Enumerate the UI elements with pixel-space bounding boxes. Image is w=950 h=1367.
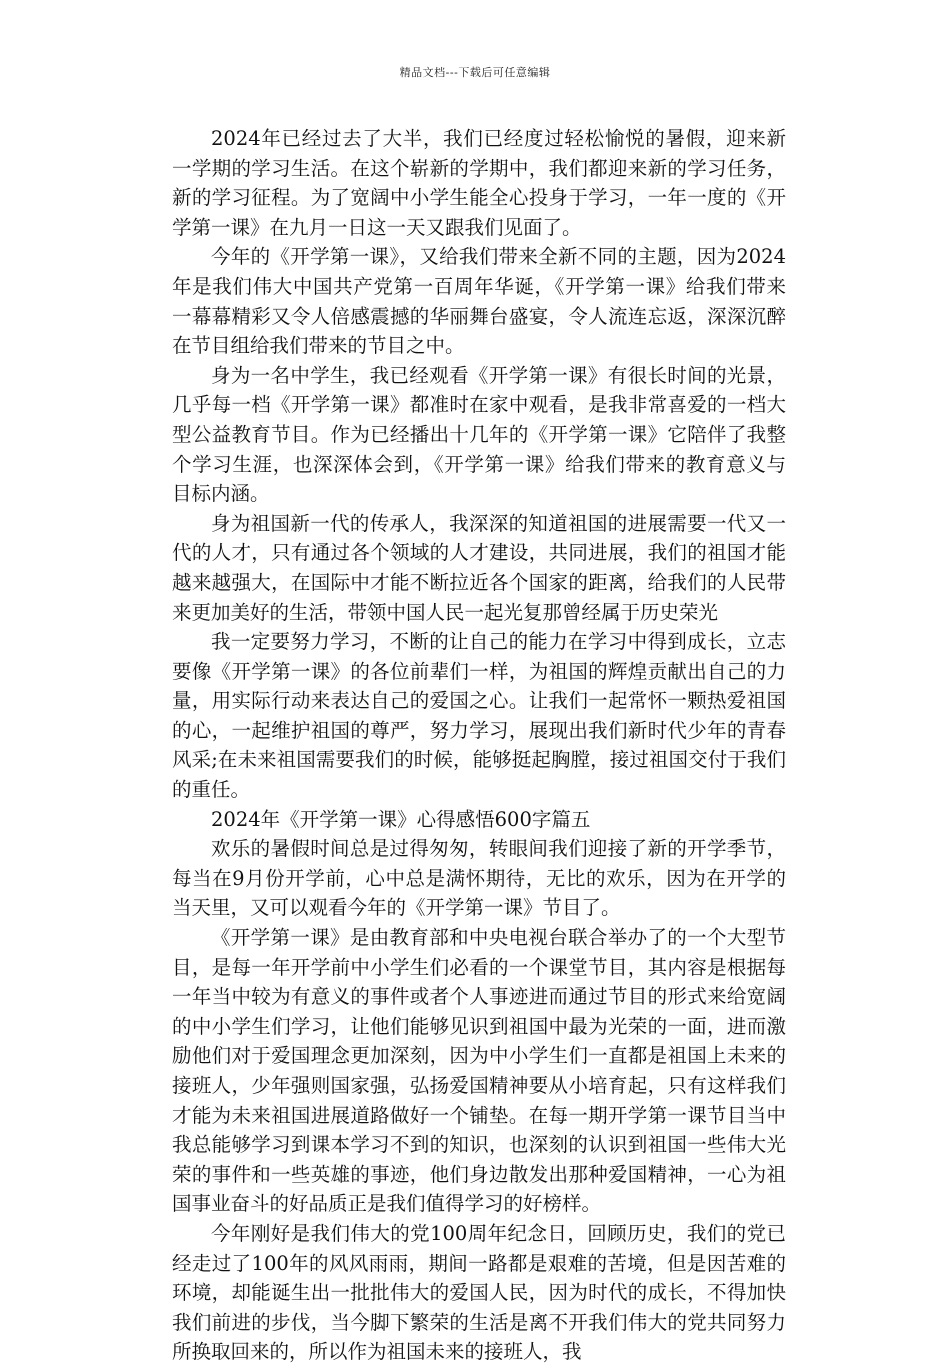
paragraph-8: 今年刚好是我们伟大的党100周年纪念日，回顾历史，我们的党已经走过了100年的风风雨雨，期间一路都是艰难的苦境，但是因苦难的环境，却能诞生出一批批伟大的爱国人民，因为时代的成长，不得加快我们前进的步伐，当今脚下繁荣的生活是离不开我们伟大的党共同努力所换取回来的，所以作为祖国未来的接班人，我 (172, 1221, 786, 1364)
paragraph-1: 2024年已经过去了大半，我们已经度过轻松愉悦的暑假，迎来新一学期的学习生活。在这个崭新的学期中，我们都迎来新的学习任务，新的学习征程。为了宽阔中小学生能全心投身于学习，一年一度的《开学第一课》在九月一日这一天又跟我们见面了。 (172, 127, 786, 239)
paragraph-7: 《开学第一课》是由教育部和中央电视台联合举办了的一个大型节目，是每一年开学前中小学生们必看的一个课堂节目，其内容是根据每一年当中较为有意义的事件或者个人事迹进而通过节目的形式来给宽阔的中小学生们学习，让他们能够见识到祖国中最为光荣的一面，进而激励他们对于爱国理念更加深刻，因为中小学生们一直都是祖国上未来的接班人，少年强则国家强，弘扬爱国精神要从小培育起，只有这样我们才能为未来祖国进展道路做好一个铺垫。在每一期开学第一课节目当中我总能够学习到课本学习不到的知识，也深刻的认识到祖国一些伟大光荣的事件和一些英雄的事迹，他们身边散发出那种爱国精神，一心为祖国事业奋斗的好品质正是我们值得学习的好榜样。 (172, 926, 786, 1216)
page-header: 精品文档---下载后可任意编辑 (399, 66, 551, 79)
document-body (172, 124, 786, 1367)
section-heading: 2024年《开学第一课》心得感悟600字篇五 (211, 807, 591, 831)
paragraph-2: 今年的《开学第一课》，又给我们带来全新不同的主题，因为2024年是我们伟大中国共产党第一百周年华诞，《开学第一课》给我们带来一幕幕精彩又令人倍感震撼的华丽舞台盛宴，令人流连忘返，深深沉醉在节目组给我们带来的节目之中。 (172, 245, 786, 358)
paragraph-3: 身为一名中学生，我已经观看《开学第一课》有很长时间的光景，几乎每一档《开学第一课》都准时在家中观看，是我非常喜爱的一档大型公益教育节目。作为已经播出十几年的《开学第一课》它陪伴了我整个学习生涯，也深深体会到，《开学第一课》给我们带来的教育意义与目标内涵。 (172, 363, 786, 506)
paragraph-4: 身为祖国新一代的传承人，我深深的知道祖国的进展需要一代又一代的人才，只有通过各个领域的人才建设，共同进展，我们的祖国才能越来越强大，在国际中才能不断拉近各个国家的距离，给我们的人民带来更加美好的生活，带领中国人民一起光复那曾经属于历史荣光 (172, 511, 786, 624)
paragraph-5: 我一定要努力学习，不断的让自己的能力在学习中得到成长，立志要像《开学第一课》的各位前辈们一样，为祖国的辉煌贡献出自己的力量，用实际行动来表达自己的爱国之心。让我们一起常怀一颗热爱祖国的心，一起维护祖国的尊严，努力学习，展现出我们新时代少年的青春风采;在未来祖国需要我们的时候，能够挺起胸膛，接过祖国交付于我们的重任。 (172, 630, 786, 802)
paragraph-6: 欢乐的暑假时间总是过得匆匆，转眼间我们迎接了新的开学季节，每当在9月份开学前，心中总是满怀期待，无比的欢乐，因为在开学的当天里，又可以观看今年的《开学第一课》节目了。 (172, 837, 786, 920)
